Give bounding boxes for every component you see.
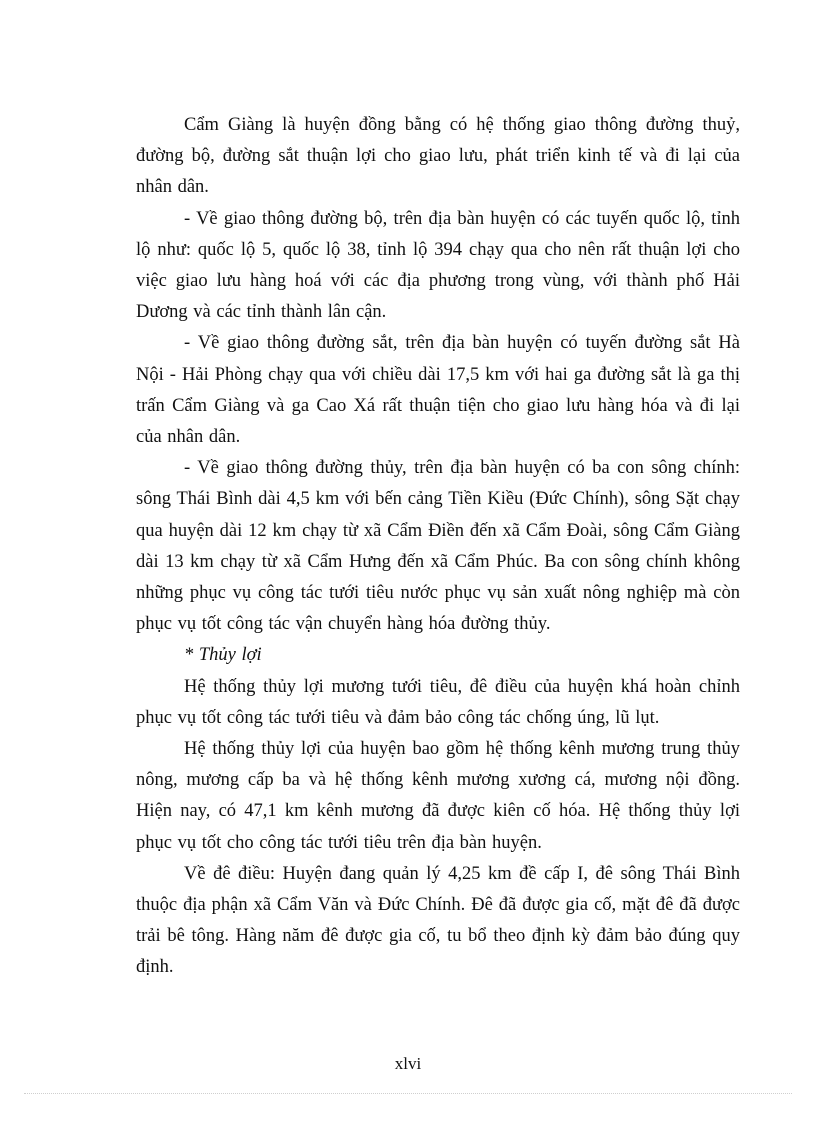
paragraph-intro: Cẩm Giàng là huyện đồng bằng có hệ thống giao thông đường thuỷ, đường bộ, đường sắt thuận lợi cho giao lưu, phát triển kinh tế và đi lại của nhân dân.	[136, 115, 740, 198]
paragraph-water-transport: - Về giao thông đường thủy, trên địa bàn huyện có ba con sông chính: sông Thái Bình dài 4,5 km với bến cảng Tiền Kiều (Đức Chính), sông Sặt chạy qua huyện dài 12 km chạy từ xã Cẩm Điền đến xã Cẩm Đoài, sông Cẩm Giàng dài 13 km chạy từ xã Cẩm Hưng đến xã Cẩm Phúc. Ba con sông chính không những phục vụ công tác tưới tiêu nước phục vụ sản xuất nông nghiệp mà còn phục vụ tốt công tác vận chuyển hàng hóa đường thủy.	[136, 458, 740, 635]
page-bottom-divider	[24, 1093, 792, 1094]
paragraph-irrigation-system: Hệ thống thủy lợi của huyện bao gồm hệ thống kênh mương trung thủy nông, mương cấp ba và hệ thống kênh mương xương cá, mương nội đồng. Hiện nay, có 47,1 km kênh mương đã được kiên cố hóa. Hệ thống thủy lợi phục vụ tốt cho công tác tưới tiêu trên địa bàn huyện.	[136, 739, 740, 853]
body-text	[136, 110, 740, 984]
section-heading-irrigation: * Thủy lợi	[184, 645, 262, 666]
paragraph-road-transport: - Về giao thông đường bộ, trên địa bàn huyện có các tuyến quốc lộ, tỉnh lộ như: quốc lộ 5, quốc lộ 38, tỉnh lộ 394 chạy qua cho nên rất thuận lợi cho việc giao lưu hàng hoá với các địa phương trong vùng, với thành phố Hải Dương và các tỉnh thành lân cận.	[136, 208, 740, 323]
paragraph-dykes: Về đê điều: Huyện đang quản lý 4,25 km đề cấp I, đê sông Thái Bình thuộc địa phận xã Cẩm Văn và Đức Chính. Đê đã được gia cố, mặt đê đã được trải bê tông. Hàng năm đê được gia cố, tu bổ theo định kỳ đảm bảo đúng quy định.	[136, 863, 740, 978]
paragraph-irrigation-overview: Hệ thống thủy lợi mương tưới tiêu, đê điều của huyện khá hoàn chỉnh phục vụ tốt công tác tưới tiêu và đảm bảo công tác chống úng, lũ lụt.	[136, 676, 740, 728]
paragraph-rail-transport: - Về giao thông đường sắt, trên địa bàn huyện có tuyến đường sắt Hà Nội - Hải Phòng chạy qua với chiều dài 17,5 km với hai ga đường sắt là ga thị trấn Cẩm Giàng và ga Cao Xá rất thuận tiện cho giao lưu hàng hóa và đi lại của nhân dân.	[136, 333, 740, 448]
page-number: xlvi	[394, 1054, 422, 1073]
